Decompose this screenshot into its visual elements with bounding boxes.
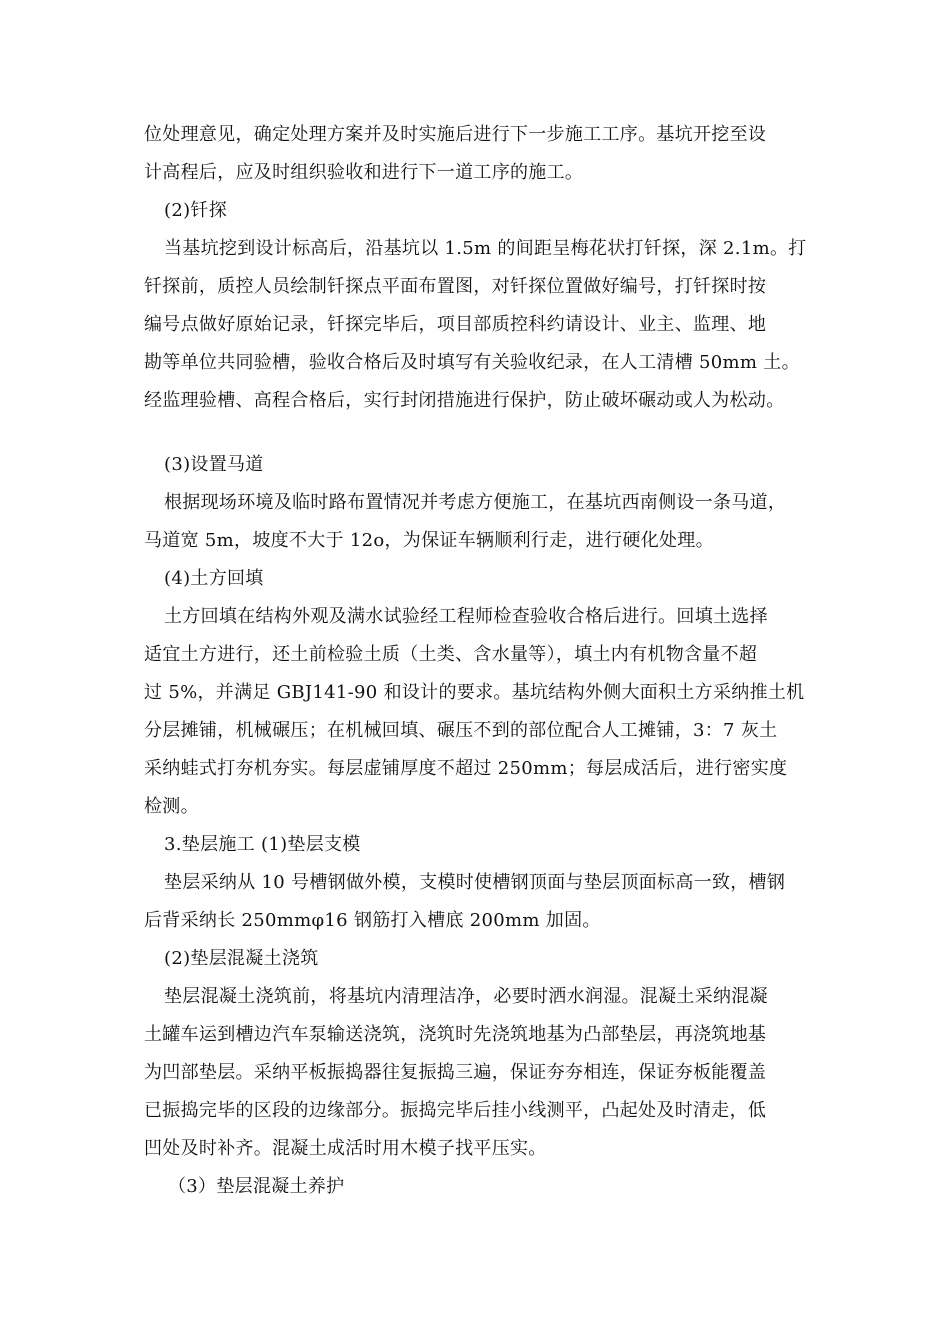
paragraph-line: 马道宽 5m，坡度不大于 12o，为保证车辆顺利行走，进行硬化处理。 — [144, 530, 714, 551]
paragraph-line: 位处理意见，确定处理方案并及时实施后进行下一步施工工序。基坑开挖至设 — [144, 124, 767, 145]
paragraph-line: 分层摊铺，机械碾压；在机械回填、碾压不到的部位配合人工摊铺，3：7 灰土 — [144, 720, 778, 741]
paragraph-line: 采纳蛙式打夯机夯实。每层虚铺厚度不超过 250mm；每层成活后，进行密实度 — [144, 758, 788, 779]
paragraph-line: 土方回填在结构外观及满水试验经工程师检查验收合格后进行。回填土选择 — [164, 606, 768, 627]
paragraph-line: 检测。 — [144, 796, 199, 817]
paragraph-line: 经监理验槽、高程合格后，实行封闭措施进行保护，防止破坏碾动或人为松动。 — [144, 390, 785, 411]
section-heading: (2)钎探 — [164, 200, 227, 221]
paragraph-line: 过 5%，并满足 GBJ141-90 和设计的要求。基坑结构外侧大面积土方采纳推土机 — [144, 682, 805, 703]
section-heading: (3)设置马道 — [164, 454, 264, 475]
paragraph-line: 后背采纳长 250mmφ16 钢筋打入槽底 200mm 加固。 — [144, 910, 601, 931]
paragraph-line: 凹处及时补齐。混凝土成活时用木模子找平压实。 — [144, 1138, 547, 1159]
section-heading: (4)土方回填 — [164, 568, 264, 589]
section-heading: 3.垫层施工 (1)垫层支模 — [164, 834, 361, 855]
section-heading: (2)垫层混凝土浇筑 — [164, 948, 319, 969]
paragraph-line: 勘等单位共同验槽，验收合格后及时填写有关验收纪录，在人工清槽 50mm 土。 — [144, 352, 800, 373]
paragraph-line: 垫层采纳从 10 号槽钢做外模，支模时使槽钢顶面与垫层顶面标高一致，槽钢 — [164, 872, 786, 893]
paragraph-line: 当基坑挖到设计标高后，沿基坑以 1.5m 的间距呈梅花状打钎探，深 2.1m。打 — [164, 238, 807, 259]
paragraph-line: 钎探前，质控人员绘制钎探点平面布置图，对钎探位置做好编号，打钎探时按 — [144, 276, 767, 297]
paragraph-line: 编号点做好原始记录，钎探完毕后，项目部质控科约请设计、业主、监理、地 — [144, 314, 767, 335]
paragraph-line: 适宜土方进行，还土前检验土质（土类、含水量等），填土内有机物含量不超 — [144, 644, 758, 665]
paragraph-line: 垫层混凝土浇筑前，将基坑内清理洁净，必要时洒水润湿。混凝土采纳混凝 — [164, 986, 768, 1007]
paragraph-line: 已振捣完毕的区段的边缘部分。振捣完毕后挂小线测平，凸起处及时清走，低 — [144, 1100, 767, 1121]
section-heading: （3）垫层混凝土养护 — [168, 1176, 345, 1197]
paragraph-line: 土罐车运到槽边汽车泵输送浇筑，浇筑时先浇筑地基为凸部垫层，再浇筑地基 — [144, 1024, 767, 1045]
paragraph-line: 计高程后，应及时组织验收和进行下一道工序的施工。 — [144, 162, 584, 183]
paragraph-line: 为凹部垫层。采纳平板振捣器往复振捣三遍，保证夯夯相连，保证夯板能覆盖 — [144, 1062, 767, 1083]
paragraph-line: 根据现场环境及临时路布置情况并考虑方便施工，在基坑西南侧设一条马道， — [164, 492, 787, 513]
